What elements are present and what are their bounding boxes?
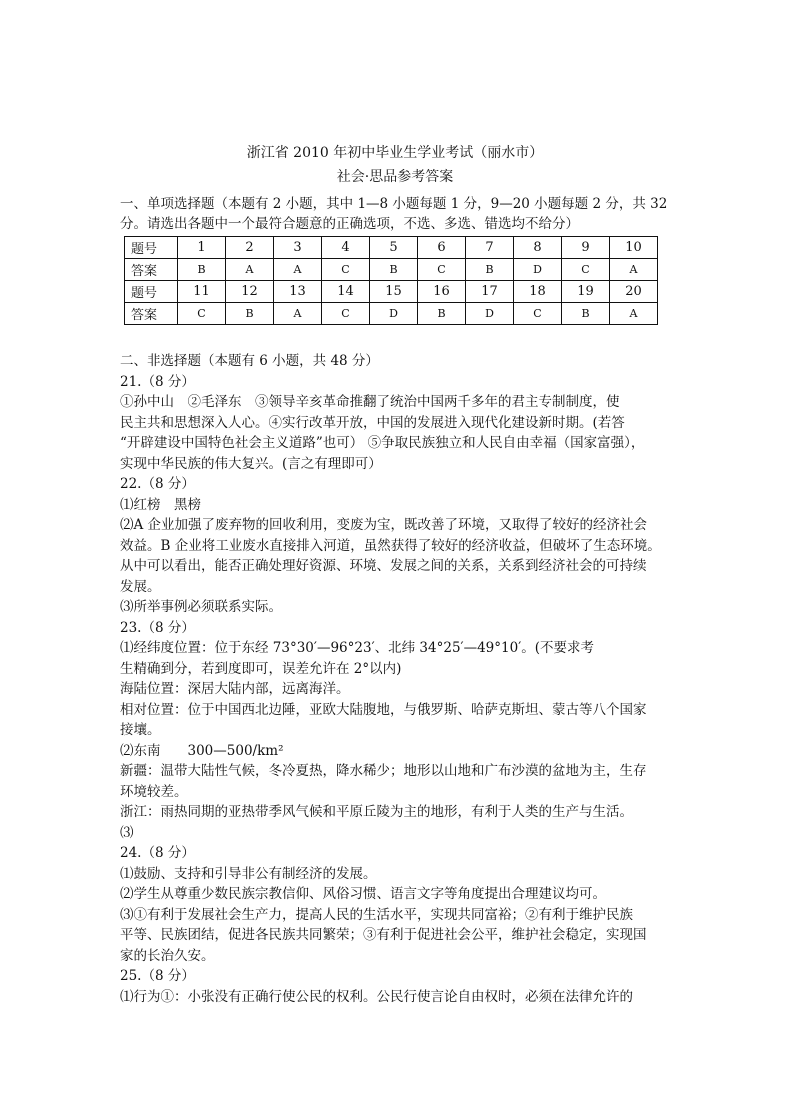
text-line: 21.（8 分） (120, 373, 195, 390)
table-cell: 8 (514, 237, 562, 259)
text-line: ⑵A 企业加强了废弃物的回收利用，变废为宝，既改善了环境，又取得了较好的经济社会 (120, 517, 648, 533)
table-cell: 12 (226, 281, 274, 303)
table-cell: B (418, 303, 466, 325)
text-line: 效益。B 企业将工业废水直接排入河道，虽然获得了较好的经济收益，但破坏了生态环境。 (120, 537, 661, 554)
table-cell: 14 (322, 281, 370, 303)
text-line: 生精确到分，若到度即可，误差允许在 2°以内) (120, 660, 402, 677)
table-cell: C (418, 259, 466, 281)
table-cell: 19 (562, 281, 610, 303)
page-title: 浙江省 2010 年初中毕业生学业考试（丽水市） (246, 145, 544, 161)
table-cell: A (226, 259, 274, 281)
text-line: “开辟建设中国特色社会主义道路”也可） ⑤争取民族独立和人民自由幸福（国家富强）， (120, 435, 645, 451)
table-cell: C (514, 303, 562, 325)
text-line: 家的长治久安。 (120, 947, 215, 964)
text-line: ⑴经纬度位置：位于东经 73°30′—96°23′、北纬 34°25′—49°10′。(不要求考 (120, 640, 595, 656)
section-1-heading (120, 194, 680, 234)
table-cell: 11 (178, 281, 226, 303)
row-label: 题号 (125, 281, 178, 303)
table-cell: A (274, 303, 322, 325)
table-row (125, 303, 658, 325)
text-line: 接壤。 (120, 722, 161, 738)
text-line: 平等、民族团结，促进各民族共同繁荣；③有利于促进社会公平，维护社会稳定，实现国 (120, 927, 647, 943)
table-cell: A (610, 303, 658, 325)
table-cell: C (562, 259, 610, 281)
table-cell: B (178, 259, 226, 281)
text-line: ⑶ (120, 824, 134, 841)
text-line: 22.（8 分） (120, 476, 195, 492)
table-cell: 1 (178, 237, 226, 259)
section-1-line-1: 一、单项选择题（本题有 2 小题，其中 1—8 小题每题 1 分，9—20 小题每题 2 分，共 32 (120, 196, 668, 212)
row-label: 题号 (125, 237, 178, 259)
text-line: 从中可以看出，能否正确处理好资源、环境、发展之间的关系，关系到经济社会的可持续 (120, 558, 647, 574)
table-cell: 10 (610, 237, 658, 259)
table-cell: 7 (466, 237, 514, 259)
text-line: ⑶①有利于发展社会生产力，提高人民的生活水平，实现共同富裕；②有利于维护民族 (120, 906, 633, 923)
row-label: 答案 (125, 303, 178, 325)
text-line: ⑴行为①：小张没有正确行使公民的权利。公民行使言论自由权时，必须在法律允许的 (120, 988, 633, 1005)
table-cell: B (370, 259, 418, 281)
text-line: 发展。 (120, 578, 161, 595)
row-label: 答案 (125, 259, 178, 281)
table-cell: D (370, 303, 418, 325)
text-line: ⑵学生从尊重少数民族宗教信仰、风俗习惯、语言文字等角度提出合理建议均可。 (120, 886, 606, 902)
table-row (125, 259, 658, 281)
table-cell: 5 (370, 237, 418, 259)
table-cell: 6 (418, 237, 466, 259)
table-cell: B (562, 303, 610, 325)
table-cell: D (466, 303, 514, 325)
table-cell: D (514, 259, 562, 281)
text-line: 24.（8 分） (120, 845, 195, 861)
table-cell: 4 (322, 237, 370, 259)
page-subtitle: 社会·思品参考答案 (336, 169, 454, 185)
table-cell: 3 (274, 237, 322, 259)
table-cell: 2 (226, 237, 274, 259)
table-row (125, 281, 658, 303)
section-1-line-2: 分。请选出各题中一个最符合题意的正确选项，不选、多选、错选均不给分） (120, 216, 579, 232)
table-cell: 13 (274, 281, 322, 303)
answer-body (120, 351, 680, 1007)
text-line: ⑴红榜 黑榜 (120, 496, 201, 513)
text-line: 民主共和思想深入人心。④实行改革开放，中国的发展进入现代化建设新时期。(若答 (120, 414, 625, 431)
table-cell: C (322, 259, 370, 281)
table-cell: 16 (418, 281, 466, 303)
table-cell: 9 (562, 237, 610, 259)
text-line: 环境较差。 (120, 783, 188, 800)
text-line: 25.（8 分） (120, 968, 195, 984)
text-line: 浙江：雨热同期的亚热带季风气候和平原丘陵为主的地形，有利于人类的生产与生活。 (120, 804, 633, 820)
text-line: 新疆：温带大陆性气候，冬冷夏热，降水稀少；地形以山地和广布沙漠的盆地为主，生存 (120, 763, 647, 779)
table-cell: 20 (610, 281, 658, 303)
table-cell: B (226, 303, 274, 325)
table-cell: A (274, 259, 322, 281)
table-cell: 17 (466, 281, 514, 303)
text-line: 相对位置：位于中国西北边陲，亚欧大陆腹地，与俄罗斯、哈萨克斯坦、蒙古等八个国家 (120, 701, 647, 718)
text-line: ⑶所举事例必须联系实际。 (120, 599, 282, 615)
table-cell: 15 (370, 281, 418, 303)
text-line: 海陆位置：深居大陆内部，远离海洋。 (120, 681, 350, 697)
answer-table (124, 236, 658, 325)
table-cell: 18 (514, 281, 562, 303)
table-cell: B (466, 259, 514, 281)
table-cell: C (178, 303, 226, 325)
table-row (125, 237, 658, 259)
text-line: 二、非选择题（本题有 6 小题，共 48 分） (120, 353, 379, 369)
text-line: ⑴鼓励、支持和引导非公有制经济的发展。 (120, 865, 377, 882)
text-line: ①孙中山 ②毛泽东 ③领导辛亥革命推翻了统治中国两千多年的君主专制制度，使 (120, 394, 620, 410)
table-cell: C (322, 303, 370, 325)
text-line: 23.（8 分） (120, 619, 195, 636)
text-line: ⑵东南 300—500/km² (120, 742, 284, 759)
table-cell: A (610, 259, 658, 281)
text-line: 实现中华民族的伟大复兴。(言之有理即可） (120, 455, 382, 472)
